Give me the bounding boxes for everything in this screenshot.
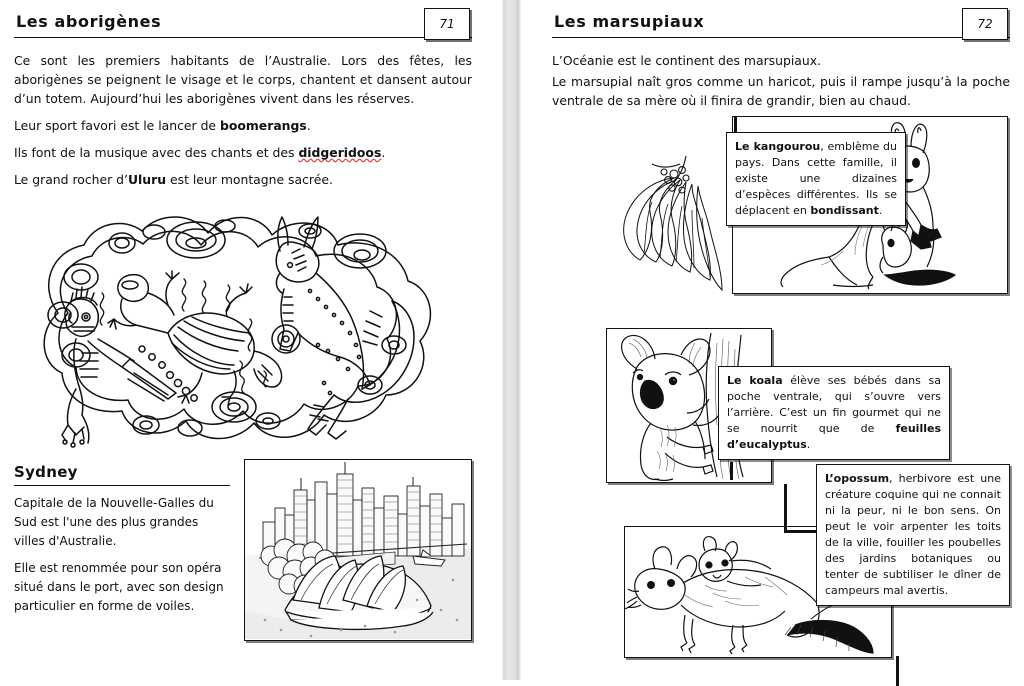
opossum-callout-stem-horizontal (784, 530, 818, 533)
run-text: Leur sport favori est le lancer de (14, 118, 220, 133)
callout-opossum-body: , herbivore est une créature coquine qui ne connait ni la peur, ni le bon sens. On peut le voir arpenter les toits de la ville, fouiller les poubelles des jardins botaniques ou tenter de subtiliser le dîner de campeurs mal avertis. (825, 472, 1001, 597)
run-text-tail: est leur montagne sacrée. (166, 172, 333, 187)
keyword-eucalyptus: feuilles d’eucalyptus (727, 422, 941, 451)
keyword-boomerangs: boomerangs (220, 118, 307, 133)
left-page (0, 0, 486, 680)
opossum-callout-stem-left (784, 484, 787, 532)
right-page (538, 0, 1024, 680)
keyword-kangourou: Le kangourou (735, 140, 821, 153)
keyword-koala: Le koala (727, 374, 783, 387)
heading-rule (552, 37, 1010, 38)
sydney-paragraph-1: Capitale de la Nouvelle-Galles du Sud est l'une des plus grandes villes d'Australie. (14, 496, 214, 548)
paragraph-boomerangs (14, 116, 472, 135)
opossum-callout-stem-bottom (896, 656, 899, 686)
sydney-paragraph-2: Elle est renommée pour son opéra situé dans le port, avec son design particulier en forme de voiles. (14, 561, 224, 613)
page-number-box-right: 72 (962, 8, 1008, 40)
paragraph-intro-text: Ce sont les premiers habitants de l’Australie. Lors des fêtes, les aborigènes se peignent le visage et le corps, chantent et dansent autour d’un totem. Aujourd’hui les aborigènes vivent dans les réserves. (14, 53, 472, 106)
keyword-didgeridoos-misspelled: didgeridoos (298, 145, 382, 160)
page-gutter (486, 0, 538, 680)
left-page-heading-block (14, 8, 472, 42)
keyword-uluru: Uluru (127, 172, 167, 187)
sydney-rule (14, 485, 230, 486)
callout-koala-body: élève ses bébés dans sa poche ventrale, qui s’ouvre vers l’arrière. C’est un fin gourmet qui ne se nourrit que de (727, 374, 941, 435)
sydney-section (14, 459, 472, 641)
keyword-bondissant: bondissant (810, 204, 879, 217)
sydney-photo-frame (244, 459, 472, 641)
heading-rule (14, 37, 472, 38)
paragraph-didgeridoos (14, 143, 472, 162)
sydney-heading-block (14, 461, 230, 486)
callout-kangaroo-body: , emblème du pays. Dans cette famille, il existe une dizaines d’espèces différentes. Ils se déplacent en (735, 140, 898, 217)
sydney-title: Sydney (14, 463, 78, 481)
aboriginal-painting-artwork (18, 193, 472, 455)
callout-koala (718, 366, 950, 460)
paragraph-intro (14, 51, 472, 108)
callout-kangaroo-punct: . (878, 204, 883, 217)
koala-callout-stem-down (730, 462, 733, 480)
right-page-heading-block (552, 8, 1010, 42)
callout-kangaroo (726, 132, 906, 226)
paragraph-uluru (14, 170, 472, 189)
run-punct: . (381, 145, 386, 160)
callout-koala-punct: . (806, 438, 811, 451)
run-text: Le grand rocher d’ (14, 172, 128, 187)
callout-opossum (816, 464, 1010, 606)
page-title-aborigenes: Les aborigènes (14, 8, 167, 36)
run-punct: . (306, 118, 311, 133)
eucalyptus-branch-artwork (614, 150, 724, 304)
page-title-marsupiaux: Les marsupiaux (552, 8, 710, 36)
paragraph-oceanie: L’Océanie est le continent des marsupiaux. (552, 53, 822, 68)
right-page-illustration-stage (552, 116, 1010, 676)
paragraph-marsupial: Le marsupial naît gros comme un haricot, puis il rampe jusqu’à la poche ventrale de sa mère où il finira de grandir, bien au chaud. (552, 74, 1010, 108)
keyword-opossum: L’opossum (825, 472, 890, 485)
page-number-box-left: 71 (424, 8, 470, 40)
run-text: Ils font de la musique avec des chants et des (14, 145, 299, 160)
sydney-text-column (14, 459, 230, 616)
